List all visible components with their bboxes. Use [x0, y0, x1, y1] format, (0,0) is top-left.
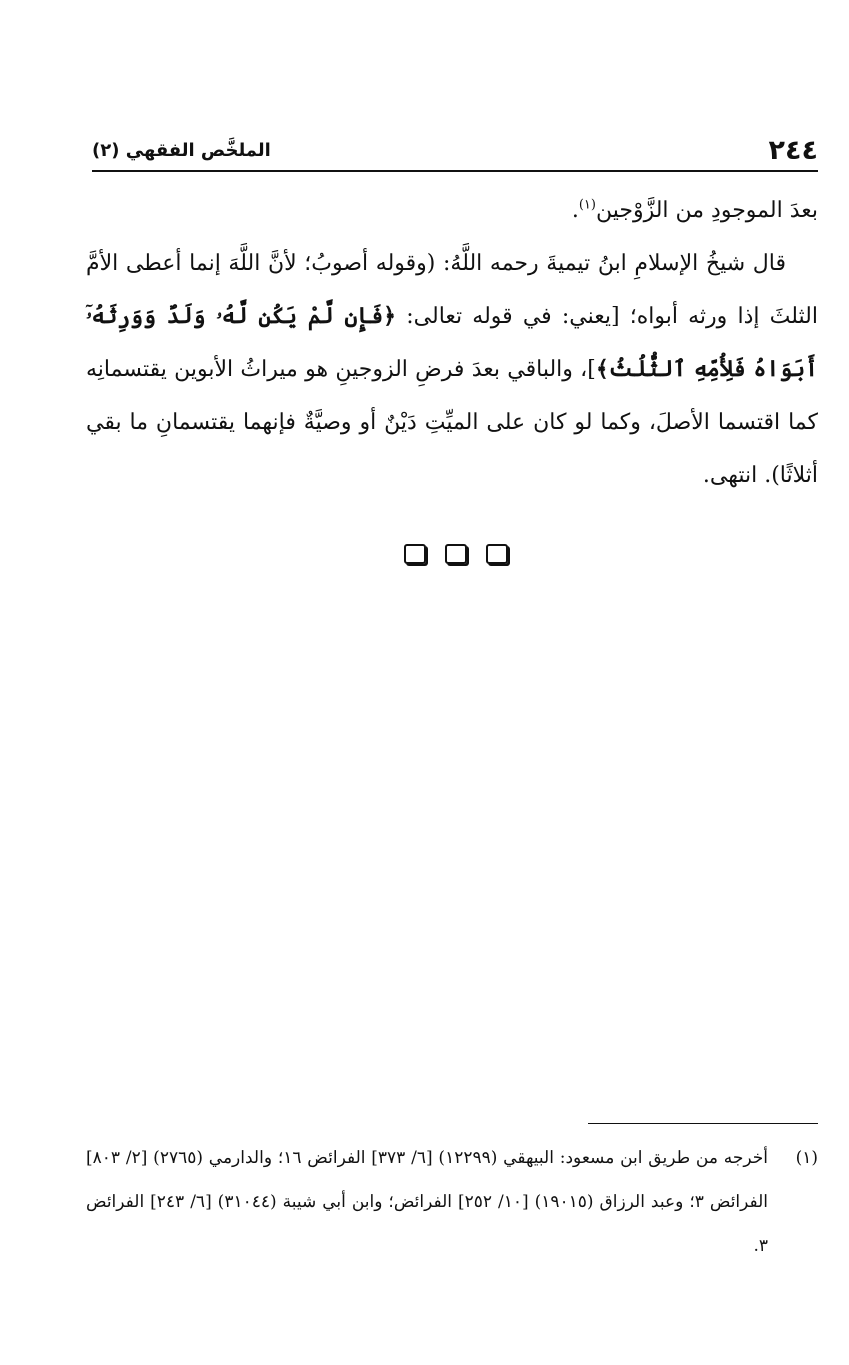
footnote-text: أخرجه من طريق ابن مسعود: البيهقي (١٢٢٩٩) [٦/ ٣٧٣] الفرائض ١٦؛ والدارمي (٢٧٦٥) [٢/ ٨٠٣] الفرائض ٣؛ وعبد الرزاق (١٩٠١٥) [١٠/ ٢٥٢] الفرائض؛ وابن أبي شيبة (٣١٠٤٤) [٦/ ٢٤٣] الفرائض ٣. [86, 1148, 769, 1256]
paragraph-2 [86, 237, 818, 502]
page-header [92, 124, 818, 168]
quran-verse: ﴿فَإِن لَّمْ يَكُن لَّهُۥ وَلَدٌ وَوَرِثَهُۥٓ أَبَوَاهُ فَلِأُمِّهِ ٱلثُّلُثُ﴾ [86, 303, 818, 382]
square-box-icon [445, 544, 467, 564]
header-rule [92, 170, 818, 172]
footnote-1 [86, 1136, 818, 1268]
book-title: الملخَّص الفقهي (٢) [92, 140, 271, 161]
paragraph-1-end: . [571, 198, 579, 223]
section-separator [404, 544, 508, 568]
footnote-rule [588, 1123, 818, 1124]
paragraph-2-part-1: قال شيخُ الإسلامِ ابنُ تيميةَ رحمه اللَّهُ: (وقوله أصوبُ؛ لأنَّ اللَّهَ إنما أعطى الأمَّ الثلثَ إذا ورثه أبواه؛ [يعني: في قوله تعالى: [86, 251, 818, 329]
footnote-reference: (١) [578, 197, 596, 213]
footnotes [86, 1136, 818, 1268]
square-box-icon [486, 544, 508, 564]
main-text [86, 184, 818, 502]
paragraph-1 [86, 184, 818, 237]
paragraph-1-text: بعدَ الموجودِ من الزَّوْجين [595, 198, 818, 223]
square-box-icon [404, 544, 426, 564]
footnote-number: (١) [795, 1148, 818, 1168]
page-number: ٢٤٤ [768, 135, 818, 166]
paragraph-2-part-2: ]، والباقي بعدَ فرضِ الزوجينِ هو ميراثُ الأبوين يقتسمانِه كما اقتسما الأصلَ، وكما لو كان على الميِّتِ دَيْنٌ أو وصيَّةٌ فإنهما يقتسمانِ ما بقي أثلاثًا). انتهى. [86, 357, 818, 488]
